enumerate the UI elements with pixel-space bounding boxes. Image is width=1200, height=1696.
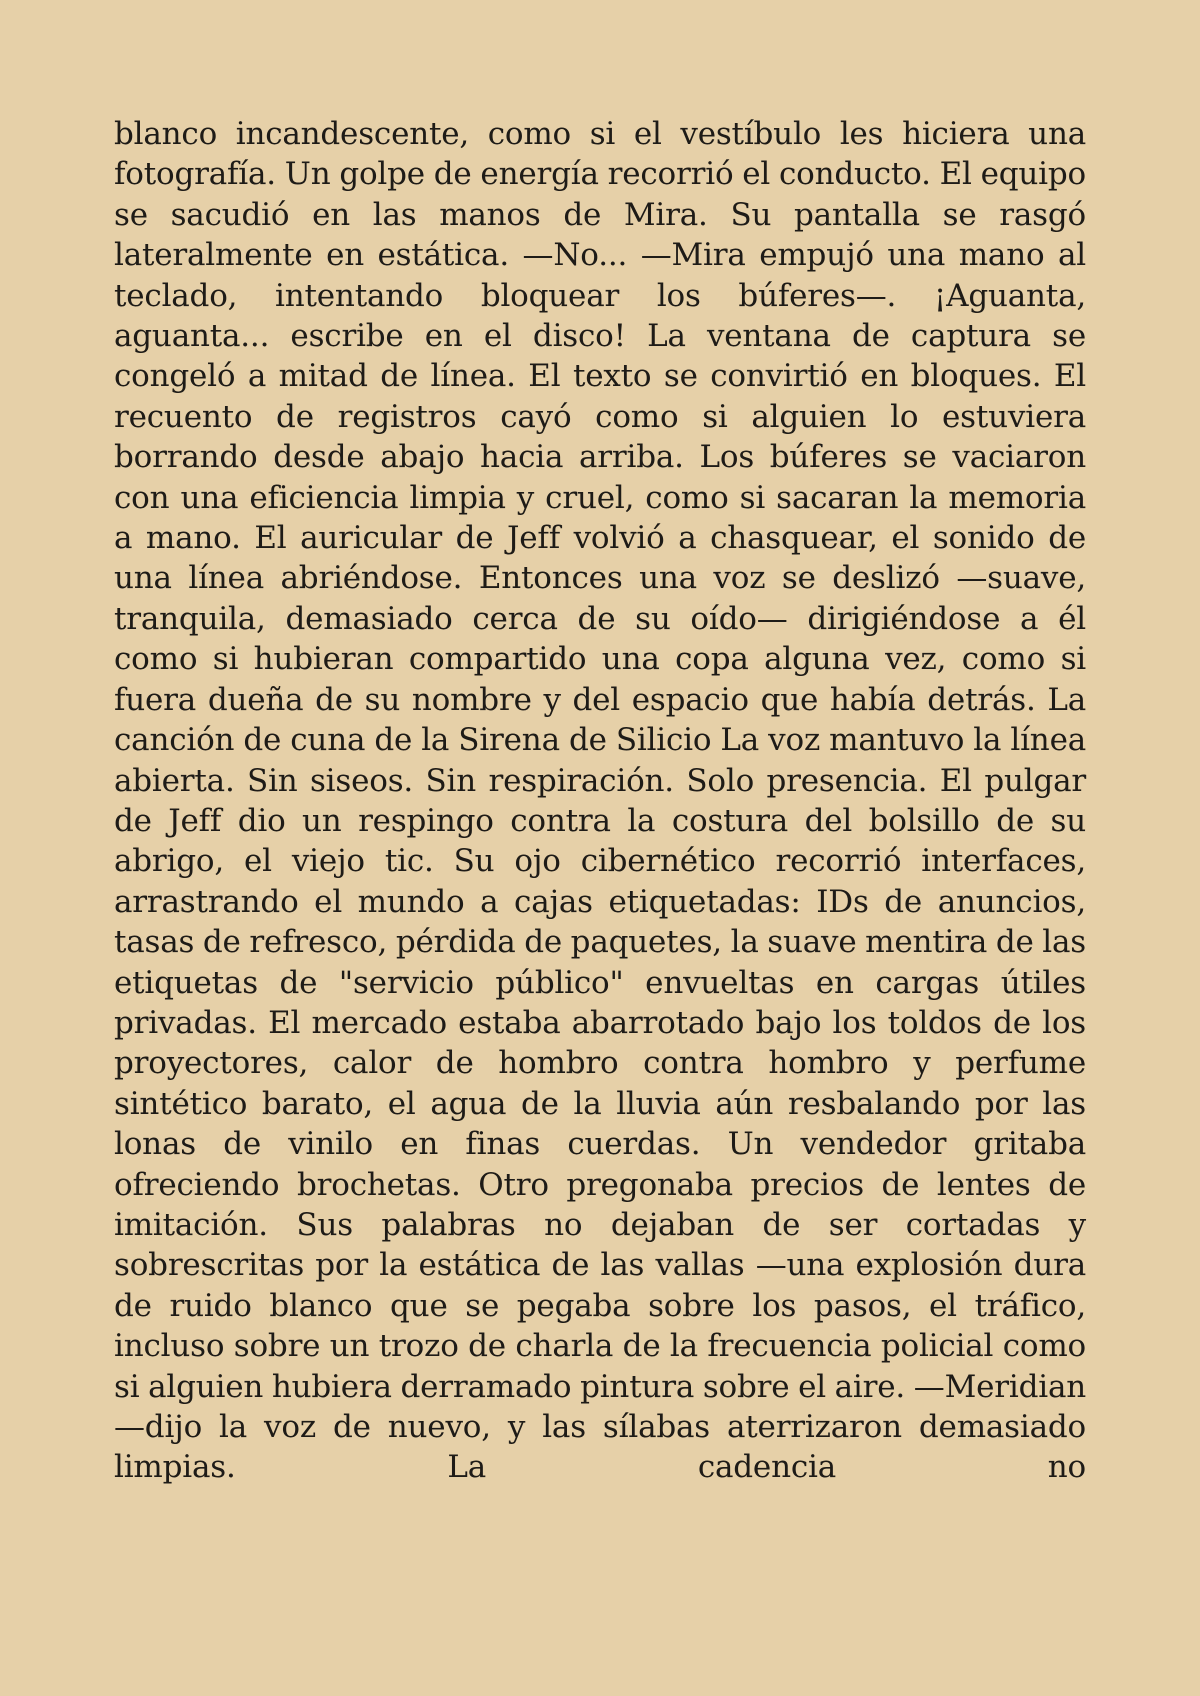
page-content: [114, 114, 1086, 1488]
body-paragraph: blanco incandescente, como si el vestíbulo les hiciera una fotografía. Un golpe de energía recorrió el conducto. El equipo se sacudió en las manos de Mira. Su pantalla se rasgó lateralmente en estática. —No... —Mira empujó una mano al teclado, intentando bloquear los búferes—. ¡Aguanta, aguanta... escribe en el disco! La ventana de captura se congeló a mitad de línea. El texto se convirtió en bloques. El recuento de registros cayó como si alguien lo estuviera borrando desde abajo hacia arriba. Los búferes se vaciaron con una eficiencia limpia y cruel, como si sacaran la memoria a mano. El auricular de Jeff volvió a chasquear, el sonido de una línea abriéndose. Entonces una voz se deslizó —suave, tranquila, demasiado cerca de su oído— dirigiéndose a él como si hubieran compartido una copa alguna vez, como si fuera dueña de su nombre y del espacio que había detrás. La canción de cuna de la Sirena de Silicio La voz mantuvo la línea abierta. Sin siseos. Sin respiración. Solo presencia. El pulgar de Jeff dio un respingo contra la costura del bolsillo de su abrigo, el viejo tic. Su ojo cibernético recorrió interfaces, arrastrando el mundo a cajas etiquetadas: IDs de anuncios, tasas de refresco, pérdida de paquetes, la suave mentira de las etiquetas de "servicio público" envueltas en cargas útiles privadas. El mercado estaba abarrotado bajo los toldos de los proyectores, calor de hombro contra hombro y perfume sintético barato, el agua de la lluvia aún resbalando por las lonas de vinilo en finas cuerdas. Un vendedor gritaba ofreciendo brochetas. Otro pregonaba precios de lentes de imitación. Sus palabras no dejaban de ser cortadas y sobrescritas por la estática de las vallas —una explosión dura de ruido blanco que se pegaba sobre los pasos, el tráfico, incluso sobre un trozo de charla de la frecuencia policial como si alguien hubiera derramado pintura sobre el aire. —Meridian —dijo la voz de nuevo, y las sílabas aterrizaron demasiado limpias. La cadencia no: [114, 116, 1086, 1486]
